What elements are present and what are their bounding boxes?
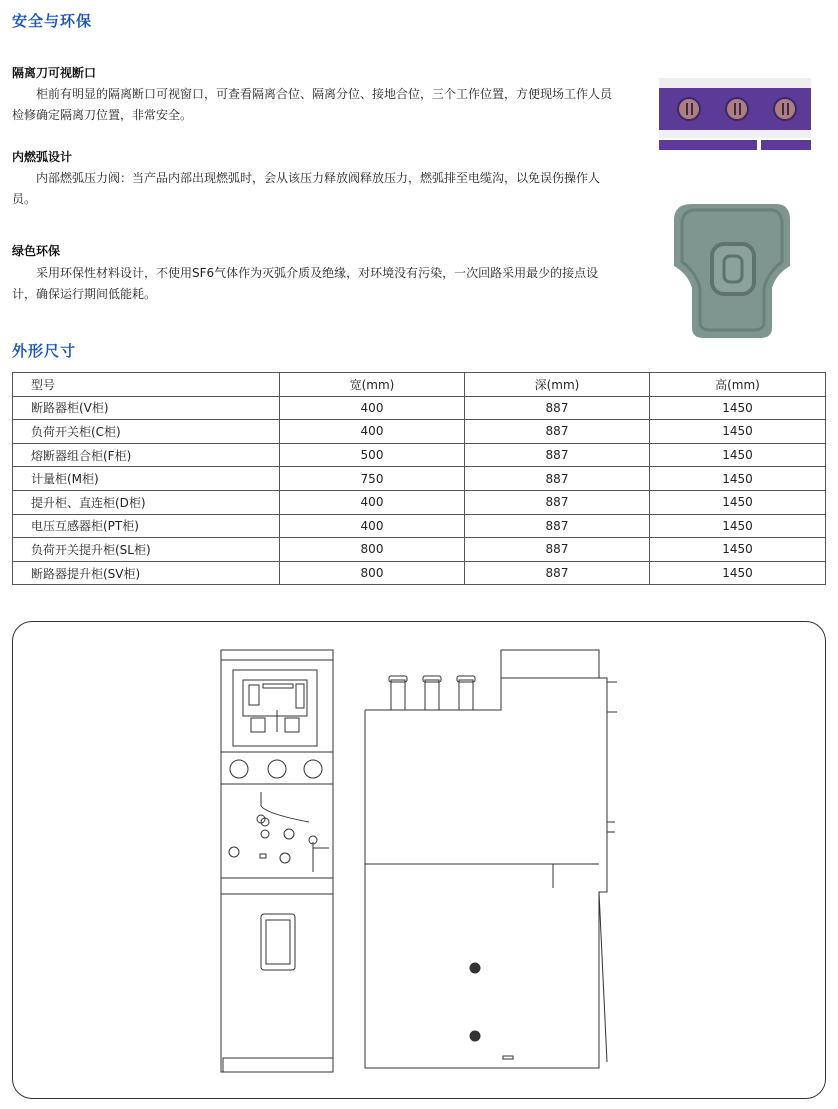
cell-model: 负荷开关柜(C柜) [13, 420, 280, 444]
section-title-dimensions: 外形尺寸 [12, 342, 77, 360]
cell-height: 1450 [650, 538, 826, 562]
cell-width: 400 [280, 396, 465, 420]
cell-height: 1450 [650, 490, 826, 514]
col-header-model: 型号 [13, 373, 280, 397]
heading-arc-design: 内燃弧设计 [12, 150, 73, 164]
cell-width: 400 [280, 420, 465, 444]
cell-depth: 887 [465, 396, 650, 420]
para-isolation-window: 柜前有明显的隔离断口可视窗口，可查看隔离合位、隔离分位、接地合位，三个工作位置，方便现场工作人员检修确定隔离刀位置，非常安全。 [12, 87, 613, 122]
para-green: 采用环保性材料设计，不使用SF6气体作为灭弧介质及绝缘，对环境没有污染，一次回路采用最少的接点设计，确保运行期间低能耗。 [12, 266, 599, 301]
section-title-safety: 安全与环保 [12, 12, 93, 30]
table-row [13, 396, 826, 420]
col-header-depth: 深(mm) [465, 373, 650, 397]
cell-model: 断路器提升柜(SV柜) [13, 561, 280, 585]
cell-model: 断路器柜(V柜) [13, 396, 280, 420]
cell-depth: 887 [465, 490, 650, 514]
cabinet-drawing [13, 622, 825, 1098]
dimension-table [12, 372, 826, 585]
table-row [13, 443, 826, 467]
cell-height: 1450 [650, 420, 826, 444]
table-row [13, 420, 826, 444]
cell-width: 750 [280, 467, 465, 491]
cell-depth: 887 [465, 538, 650, 562]
cell-depth: 887 [465, 561, 650, 585]
heading-isolation-window: 隔离刀可视断口 [12, 66, 97, 80]
table-row [13, 561, 826, 585]
cell-width: 400 [280, 490, 465, 514]
cell-height: 1450 [650, 443, 826, 467]
para-arc-design: 内部燃弧压力阀：当产品内部出现燃弧时，会从该压力释放阀释放压力，燃弧排至电缆沟，以免误伤操作人员。 [12, 171, 601, 206]
table-row [13, 467, 826, 491]
cell-height: 1450 [650, 514, 826, 538]
table-header-row [13, 373, 826, 397]
cell-model: 电压互感器柜(PT柜) [13, 514, 280, 538]
cell-model: 计量柜(M柜) [13, 467, 280, 491]
cabinet-drawing-frame [12, 621, 826, 1099]
col-header-height: 高(mm) [650, 373, 826, 397]
cell-width: 500 [280, 443, 465, 467]
cell-depth: 887 [465, 467, 650, 491]
cell-depth: 887 [465, 443, 650, 467]
cell-model: 熔断器组合柜(F柜) [13, 443, 280, 467]
isolation-window-image [659, 78, 811, 156]
cell-height: 1450 [650, 561, 826, 585]
col-header-width: 宽(mm) [280, 373, 465, 397]
cell-width: 400 [280, 514, 465, 538]
side-view [365, 650, 617, 1068]
cell-depth: 887 [465, 420, 650, 444]
cell-model: 负荷开关提升柜(SL柜) [13, 538, 280, 562]
table-row [13, 490, 826, 514]
table-row [13, 514, 826, 538]
front-view [221, 650, 333, 1072]
arc-valve-image [652, 196, 812, 342]
cell-width: 800 [280, 561, 465, 585]
cell-width: 800 [280, 538, 465, 562]
cell-height: 1450 [650, 396, 826, 420]
heading-green: 绿色环保 [12, 244, 61, 258]
cell-depth: 887 [465, 514, 650, 538]
table-row [13, 538, 826, 562]
cell-height: 1450 [650, 467, 826, 491]
cell-model: 提升柜、直连柜(D柜) [13, 490, 280, 514]
